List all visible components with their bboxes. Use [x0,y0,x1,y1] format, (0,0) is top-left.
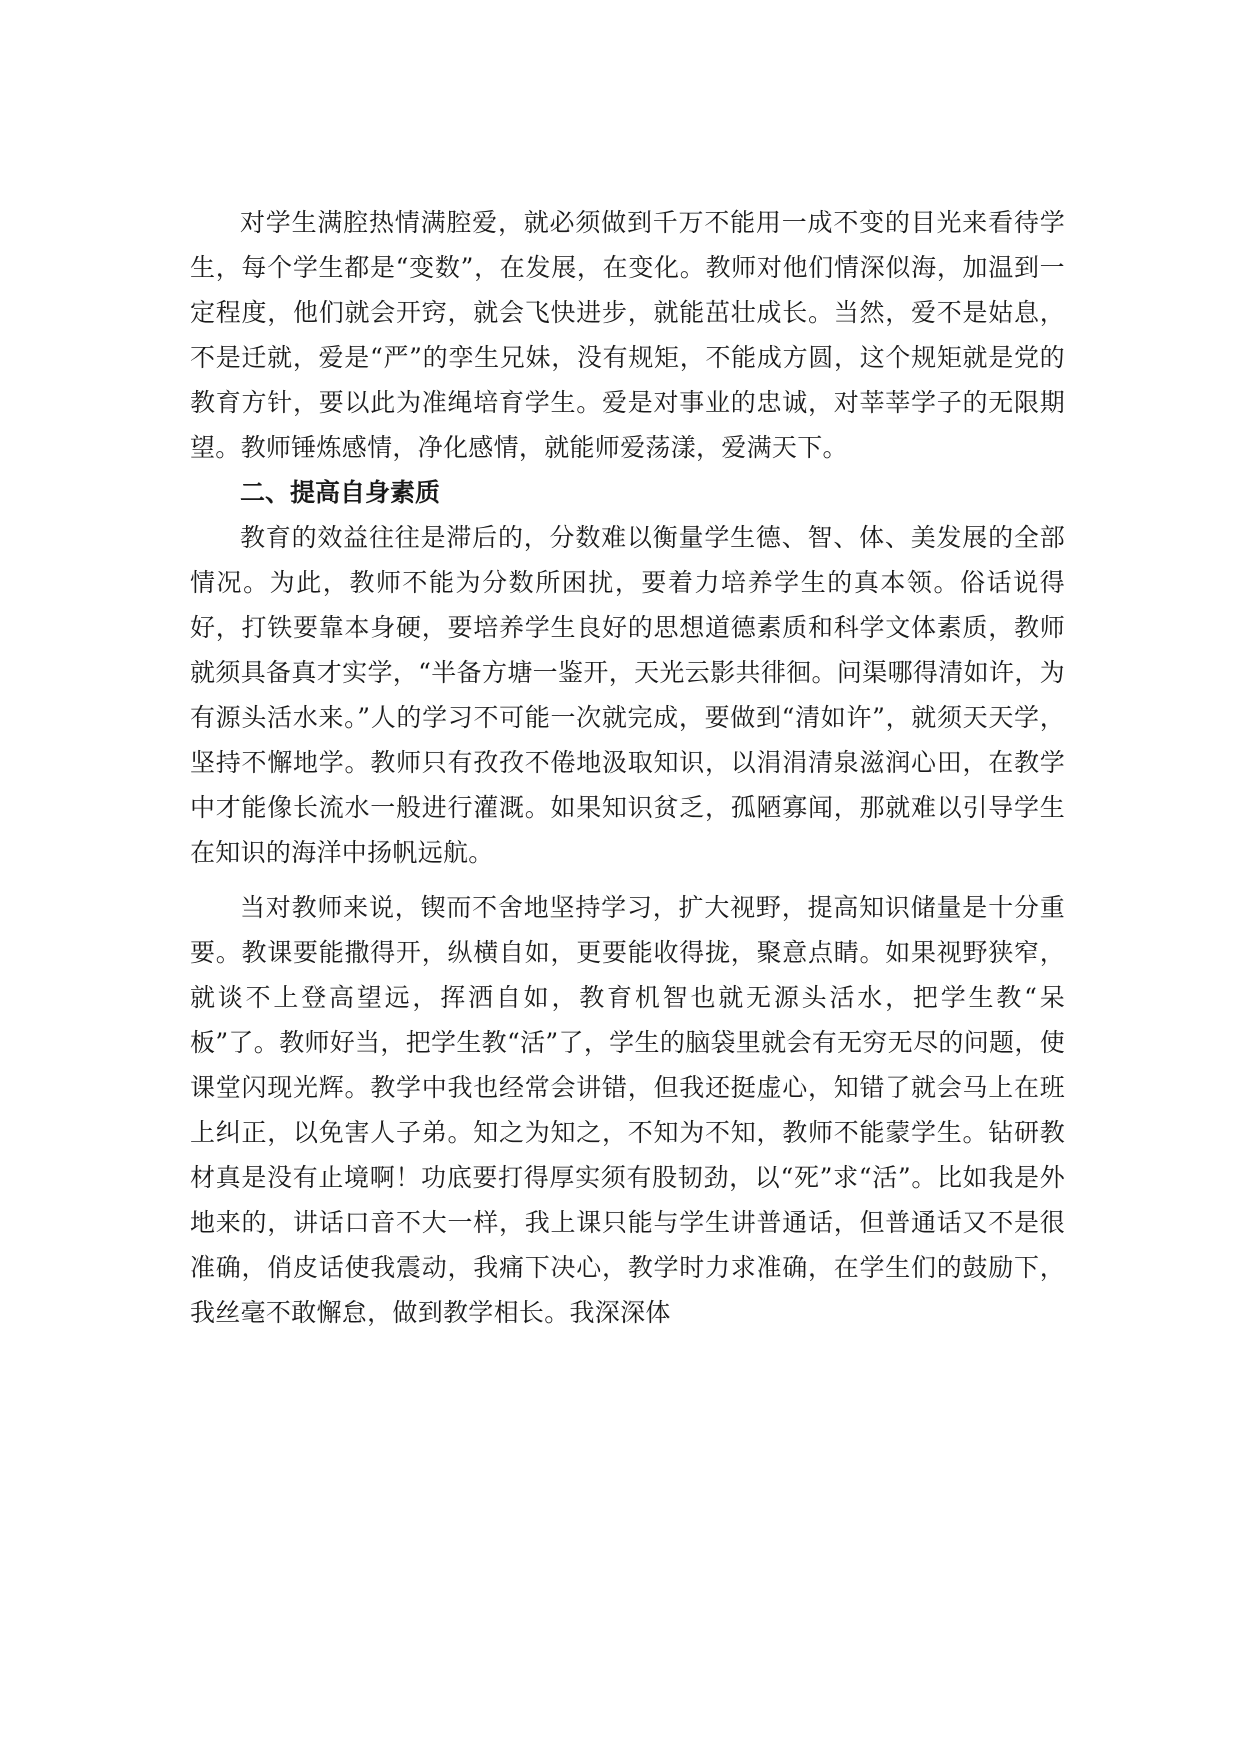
paragraph-1: 对学生满腔热情满腔爱，就必须做到千万不能用一成不变的目光来看待学生，每个学生都是“变数”，在发展，在变化。教师对他们情深似海，加温到一定程度，他们就会开窍，就会飞快进步，就能茁壮成长。当然，爱不是姑息，不是迁就，爱是“严”的孪生兄妹，没有规矩，不能成方圆，这个规矩就是党的教育方针，要以此为准绳培育学生。爱是对事业的忠诚，对莘莘学子的无限期望。教师锤炼感情，净化感情，就能师爱荡漾，爱满天下。 [190,208,1065,462]
document-body [190,200,1065,1335]
paragraph-2: 教育的效益往往是滞后的，分数难以衡量学生德、智、体、美发展的全部情况。为此，教师不能为分数所困扰，要着力培养学生的真本领。俗话说得好，打铁要靠本身硬，要培养学生良好的思想道德素质和科学文体素质，教师就须具备真才实学，“半备方塘一鉴开，天光云影共徘徊。问渠哪得清如许，为有源头活水来。”人的学习不可能一次就完成，要做到“清如许”，就须天天学，坚持不懈地学。教师只有孜孜不倦地汲取知识，以涓涓清泉滋润心田，在教学中才能像长流水一般进行灌溉。如果知识贫乏，孤陋寡闻，那就难以引导学生在知识的海洋中扬帆远航。 [190,523,1065,867]
paragraph-3: 当对教师来说，锲而不舍地坚持学习，扩大视野，提高知识储量是十分重要。教课要能撒得开，纵横自如，更要能收得拢，聚意点睛。如果视野狭窄，就谈不上登高望远，挥洒自如，教育机智也就无源头活水，把学生教“呆板”了。教师好当，把学生教“活”了，学生的脑袋里就会有无穷无尽的问题，使课堂闪现光辉。教学中我也经常会讲错，但我还挺虚心，知错了就会马上在班上纠正，以免害人子弟。知之为知之，不知为不知，教师不能蒙学生。钻研教材真是没有止境啊！功底要打得厚实须有股韧劲，以“死”求“活”。比如我是外地来的，讲话口音不大一样，我上课只能与学生讲普通话，但普通话又不是很准确，俏皮话使我震动，我痛下决心，教学时力求准确，在学生们的鼓励下，我丝毫不敢懈怠，做到教学相长。我深深体 [190,893,1065,1327]
section-heading: 二、提高自身素质 [240,478,441,507]
